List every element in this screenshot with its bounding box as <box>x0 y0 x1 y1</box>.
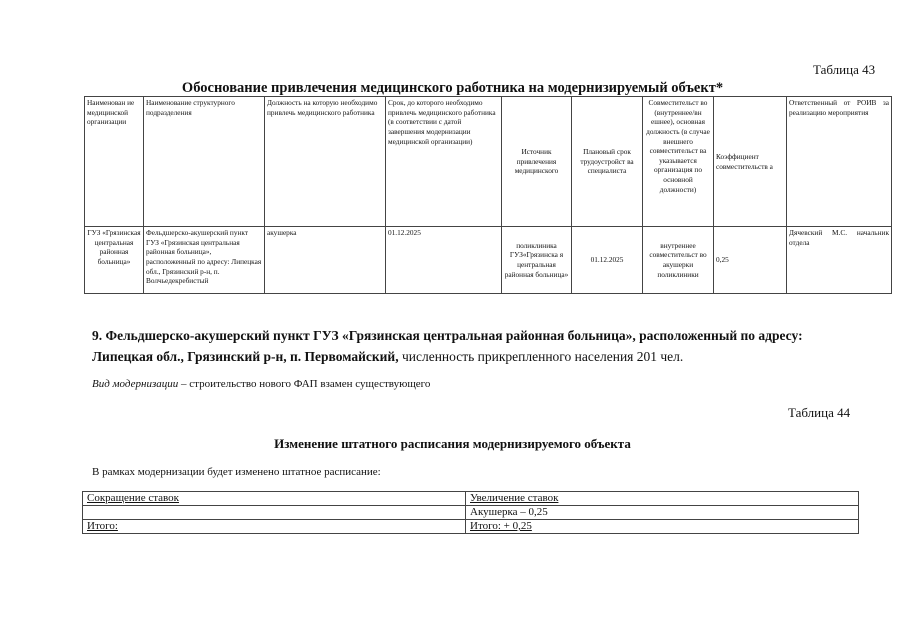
table-row <box>83 520 859 534</box>
table-cell: внутреннее совместительст во акушерки поликлиники <box>643 227 714 294</box>
table-header-row <box>83 492 859 506</box>
modernization-text: – строительство нового ФАП взамен существующего <box>178 378 431 390</box>
table-cell: Акушерка – 0,25 <box>466 506 859 520</box>
table-cell: ГУЗ «Грязинская центральная районная больница» <box>85 227 144 294</box>
header-cell: Коэффициент совместительств а <box>714 97 787 227</box>
header-cell: Должность на которую необходимо привлечь медицинского работника <box>265 97 386 227</box>
table-cell: акушерка <box>265 227 386 294</box>
modernization-type <box>92 378 430 390</box>
header-cell: Плановый срок трудоустройст ва специалиста <box>572 97 643 227</box>
section-heading-bold: 9. Фельдшерско-акушерский пункт ГУЗ «Грязинская центральная районная больница», расположенный по адресу: Липецкая обл., Грязинский р-н, п. Первомайский, <box>92 328 803 364</box>
table-number: Таблица 43 <box>813 62 876 77</box>
total-cell: Итого: + 0,25 <box>466 520 859 534</box>
header-cell: Источник привлечения медицинского <box>502 97 572 227</box>
justification-table <box>84 96 892 294</box>
table-header-row <box>85 97 892 227</box>
table-intro: В рамках модернизации будет изменено штатное расписание: <box>92 466 381 478</box>
table-cell: 01.12.2025 <box>572 227 643 294</box>
table-cell: Дячевский М.С. начальник отдела <box>787 227 892 294</box>
table-row <box>85 227 892 294</box>
header-cell: Срок, до которого необходимо привлечь медицинского работника (в соответствии с датой завершения модернизации медицинской организации) <box>386 97 502 227</box>
table-number: Таблица 44 <box>788 405 851 420</box>
table-cell: 01.12.2025 <box>386 227 502 294</box>
section-heading-population: численность прикрепленного населения 201 чел. <box>398 348 684 364</box>
table-cell: 0,25 <box>714 227 787 294</box>
table-title: Обоснование привлечения медицинского работника на модернизируемый объект* <box>181 80 724 96</box>
header-cell: Совместительст во (внутреннее/вн ешнее), основная должность (в случае внешнего совместительст ва указывается организация по основной должности) <box>643 97 714 227</box>
total-cell: Итого: <box>83 520 466 534</box>
header-cell-increase: Увеличение ставок <box>466 492 859 506</box>
table-title: Изменение штатного расписания модернизируемого объекта <box>274 436 631 451</box>
table-cell <box>83 506 466 520</box>
header-cell: Ответственный от РОИВ за реализацию мероприятия <box>787 97 892 227</box>
table-row <box>83 506 859 520</box>
table-cell: поликлиника ГУЗ«Грязинска я центральная районная больница» <box>502 227 572 294</box>
section-heading <box>92 326 852 368</box>
header-cell: Наименование структурного подразделения <box>144 97 265 227</box>
header-cell: Наименован ие медицинской организации <box>85 97 144 227</box>
staffing-table <box>82 491 859 534</box>
modernization-label: Вид модернизации <box>92 378 179 390</box>
header-cell-reduce: Сокращение ставок <box>83 492 466 506</box>
table-cell: Фельдшерско-акушерский пункт ГУЗ «Грязинская центральная районная больница», расположенный по адресу: Липецкая обл., Грязинский р-н, п. Волчьедекребистый <box>144 227 265 294</box>
